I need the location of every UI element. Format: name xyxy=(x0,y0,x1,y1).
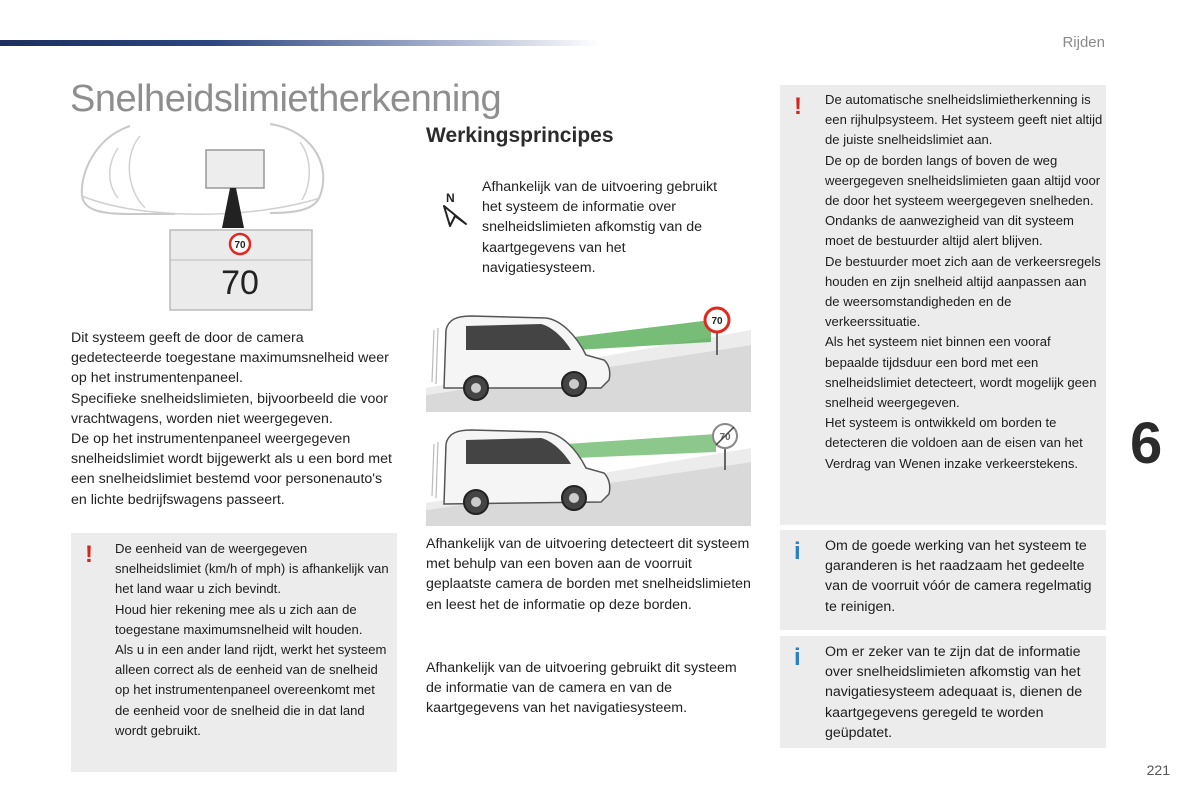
warning-text xyxy=(115,539,393,741)
section-label: Rijden xyxy=(1062,34,1105,51)
info-text: Om de goede werking van het systeem te garanderen is het raadzaam het gedeelte van de voorruit vóór de camera regelmatig te reinigen. xyxy=(825,538,1092,615)
intro-paragraph: Specifieke snelheidslimieten, bijvoorbeeld die voor vrachtwagens, worden niet weergegeven. xyxy=(71,390,389,427)
dashboard-display-value: 70 xyxy=(221,264,259,302)
dashboard-illustration xyxy=(70,118,390,318)
info-box-windscreen xyxy=(780,530,1106,630)
section-heading: Werkingsprincipes xyxy=(426,124,614,147)
info-text: Om er zeker van te zijn dat de informatie over snelheidslimieten afkomstig van het navigatiesysteem adequaat is, dienen de kaartgegevens geregeld te worden geüpdatet. xyxy=(825,644,1083,741)
page-number: 221 xyxy=(1146,762,1170,778)
warning-paragraph: Ondanks de aanwezigheid van dit systeem moet de bestuurder altijd alert blijven. xyxy=(825,213,1074,249)
chapter-number: 6 xyxy=(1130,411,1163,476)
road-sign-end-value: 70 xyxy=(719,432,731,443)
operation-paragraph: Afhankelijk van de uitvoering detecteert dit systeem met behulp van een boven aan de voorruit geplaatste camera de borden met snelheidslimieten en leest het de informatie op deze borden. xyxy=(426,536,751,613)
warning-paragraph: De op de borden langs of boven de weg weergegeven snelheidslimieten gaan altijd voor de door het systeem weergegeven snelheden. xyxy=(825,152,1101,209)
operation-paragraph: Afhankelijk van de uitvoering gebruikt dit systeem de informatie van de camera en van de kaartgegevens van het navigatiesysteem. xyxy=(426,660,737,717)
road-sign-value: 70 xyxy=(711,316,723,327)
header-accent-bar xyxy=(0,40,600,46)
warning-paragraph: De automatische snelheidslimietherkenning is een rijhulpsysteem. Het systeem geeft niet altijd de juiste snelheidslimiet aan. xyxy=(825,92,1103,148)
intro-paragraph: De op het instrumentenpaneel weergegeven snelheidslimiet wordt bijgewerkt als u een bord met een snelheidslimiet bestemd voor personenauto's en lichte bedrijfswagens passeert. xyxy=(71,431,392,508)
svg-text:N: N xyxy=(446,191,455,205)
warning-paragraph: Als het systeem niet binnen een vooraf bepaalde tijdsduur een bord met een snelheidslimiet detecteert, wordt mogelijk geen snelheid weergegeven. xyxy=(825,334,1097,411)
info-icon: i xyxy=(794,538,801,565)
intro-text xyxy=(71,328,396,510)
warning-text xyxy=(825,90,1103,474)
warning-box-units xyxy=(71,533,397,772)
van-camera-illustration xyxy=(426,300,751,412)
warning-paragraph: De eenheid van de weergegeven snelheidslimiet (km/h of mph) is afhankelijk van het land waar u zich bevindt. xyxy=(115,541,389,597)
warning-paragraph: De bestuurder moet zich aan de verkeersregels houden en zijn snelheid altijd aanpassen aan de weersomstandigheden en de verkeerssituatie. xyxy=(825,253,1101,330)
warning-box-driver-assist xyxy=(780,85,1106,525)
navigation-note: Afhankelijk van de uitvoering gebruikt het systeem de informatie over snelheidslimieten afkomstig van de kaartgegevens van het navigatiesysteem. xyxy=(482,179,718,276)
warning-icon: ! xyxy=(794,93,802,120)
info-icon: i xyxy=(794,644,801,671)
warning-paragraph: Als u in een ander land rijdt, werkt het systeem alleen correct als de eenheid van de snelheid op het instrumentenpaneel overeenkomt met de eenheid voor de snelheid die in dat land wordt gebruikt. xyxy=(115,642,387,738)
navigation-icon xyxy=(440,190,470,228)
warning-paragraph: Houd hier rekening mee als u zich aan de toegestane maximumsnelheid wilt houden. xyxy=(115,601,363,637)
warning-icon: ! xyxy=(85,541,93,568)
intro-paragraph: Dit systeem geeft de door de camera gedetecteerde toegestane maximumsnelheid weer op het instrumentenpaneel. xyxy=(71,330,389,387)
dashboard-sign-value: 70 xyxy=(234,240,246,251)
page-title: Snelheidslimietherkenning xyxy=(70,78,502,120)
van-end-limit-illustration xyxy=(426,418,751,526)
info-box-map-update xyxy=(780,636,1106,748)
warning-paragraph: Het systeem is ontwikkeld om borden te detecteren die voldoen aan de eisen van het Verdrag van Wenen inzake verkeerstekens. xyxy=(825,415,1083,471)
